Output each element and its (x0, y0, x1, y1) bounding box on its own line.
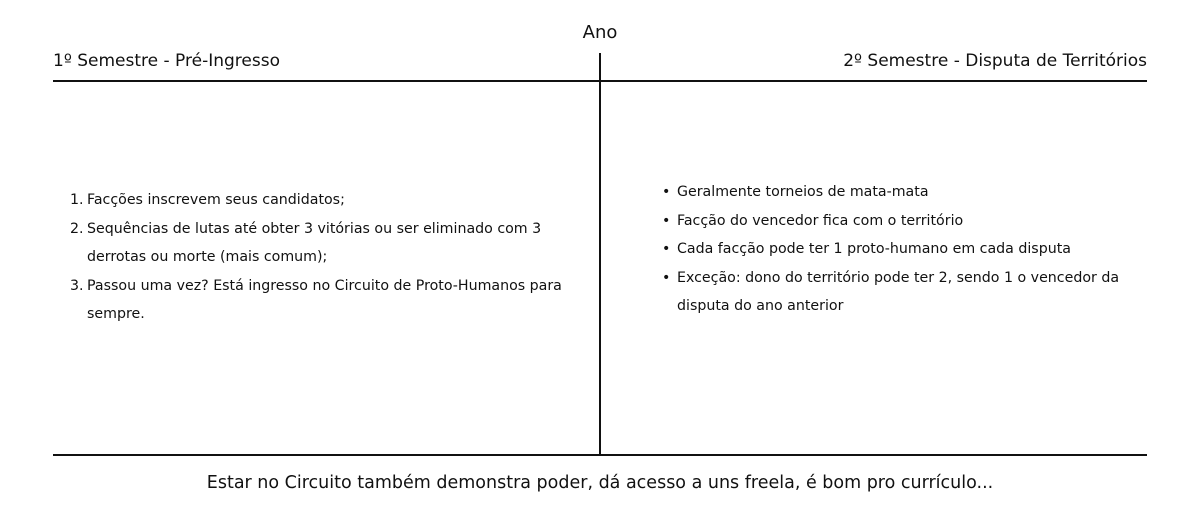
list-item (662, 178, 1172, 207)
list-item (70, 272, 580, 329)
list-item-text: Cada facção pode ter 1 proto-humano em cada disputa (677, 241, 1071, 257)
bottom-divider (53, 454, 1147, 456)
center-divider (599, 53, 601, 454)
list-item-text: Facção do vencedor fica com o território (677, 212, 964, 229)
bullet-icon: • (662, 184, 671, 200)
list-item (70, 215, 580, 272)
list-item-text: Passou uma vez? Está ingresso no Circuito de Proto-Humanos para sempre. (87, 277, 562, 322)
list-item-number: 2. (70, 220, 84, 237)
list-item-number: 3. (70, 277, 84, 294)
list-item (662, 235, 1172, 264)
list-item-text: Exceção: dono do território pode ter 2, sendo 1 o vencedor da disputa do ano anterior (677, 269, 1120, 314)
bullet-icon: • (662, 241, 671, 257)
bullet-icon: • (662, 212, 671, 229)
list-item (662, 207, 1172, 236)
bullet-icon: • (662, 269, 671, 286)
left-numbered-list (70, 186, 580, 329)
page-title: Ano (582, 22, 618, 43)
right-column-heading: 2º Semestre - Disputa de Territórios (843, 51, 1147, 71)
list-item-text: Geralmente torneios de mata-mata (677, 184, 929, 200)
left-column-heading: 1º Semestre - Pré-Ingresso (53, 51, 280, 71)
list-item (70, 186, 580, 215)
list-item (662, 264, 1172, 321)
list-item-text: Sequências de lutas até obter 3 vitórias ou ser eliminado com 3 derrotas ou morte (mais comum); (87, 220, 542, 265)
list-item-text: Facções inscrevem seus candidatos; (87, 192, 345, 208)
footer-note: Estar no Circuito também demonstra poder, dá acesso a uns freela, é bom pro currículo... (206, 473, 994, 493)
list-item-number: 1. (70, 192, 84, 208)
right-bullet-list (662, 178, 1172, 321)
